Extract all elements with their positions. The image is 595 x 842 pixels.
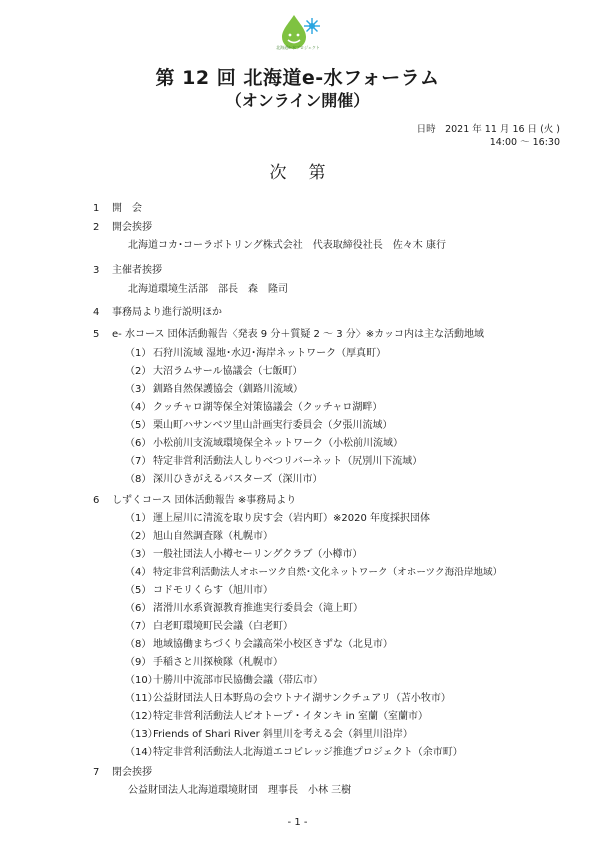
agenda-item-title: 主催者挨拶 — [112, 265, 162, 276]
sub-item-text: 十勝川中流部市民協働会議（帯広市） — [153, 675, 323, 686]
page-subtitle: （オンライン開催） — [225, 91, 370, 110]
sub-item-number: （12） — [125, 711, 158, 722]
sub-item-text: 一般社団法人小樽セーリングクラブ（小樽市） — [153, 549, 363, 560]
sub-item-number: （7） — [125, 621, 152, 632]
sub-item-text: 渚滑川水系資源教育推進実行委員会（滝上町） — [153, 603, 363, 614]
sub-item-text: 手稲さと川探検隊（札幌市） — [153, 657, 283, 668]
sub-item-number: （14） — [125, 747, 158, 758]
sub-item-text: 特定非営利活動法人北海道エコビレッジ推進プロジェクト（余市町） — [153, 747, 463, 758]
agenda-item-number: 5 — [93, 329, 100, 340]
agenda-item-title: 閉会挨拶 — [112, 767, 152, 778]
sub-item-text: 釧路自然保護協会（釧路川流域） — [153, 384, 303, 395]
agenda-item-number: 7 — [93, 767, 100, 778]
agenda-item-number: 4 — [93, 307, 100, 318]
sub-item-text: クッチャロ湖等保全対策協議会（クッチャロ湖畔） — [153, 402, 383, 413]
agenda-item-number: 2 — [93, 222, 100, 233]
sub-item-text: 石狩川流域 湿地･水辺･海岸ネットワーク（厚真町） — [153, 348, 387, 359]
sub-item-number: （6） — [125, 438, 152, 449]
sub-item-text: 特定非営利活動法人オホーツク自然･文化ネットワーク（オホーツク海沿岸地域） — [153, 567, 503, 578]
sub-item-number: （7） — [125, 456, 152, 467]
agenda-item-number: 3 — [93, 265, 100, 276]
sub-item-text: コドモリくらす（旭川市） — [153, 585, 273, 596]
sub-item-number: （11） — [125, 693, 158, 704]
agenda-item-number: 1 — [93, 203, 100, 214]
sub-item-number: （13） — [125, 729, 158, 740]
agenda-heading: 次第 — [269, 163, 348, 183]
sub-item-number: （9） — [125, 657, 152, 668]
sub-item-number: （6） — [125, 603, 152, 614]
agenda-item-title: 開会挨拶 — [112, 222, 152, 233]
sub-item-text: Friends of Shari River 斜里川を考える会（斜里川沿岸） — [153, 729, 413, 740]
event-date: 日時 2021 年 11 月 16 日 (火 ) — [416, 124, 560, 135]
sub-item-text: 特定非営利活動法人ビオトープ・イタンキ in 室蘭（室蘭市） — [153, 711, 428, 722]
speaker-line: 公益財団法人北海道環境財団 理事長 小林 三樹 — [128, 785, 352, 796]
page-number: - 1 - — [287, 817, 308, 828]
sub-item-number: （2） — [125, 366, 152, 377]
sub-item-number: （1） — [125, 513, 152, 524]
sub-item-number: （10） — [125, 675, 158, 686]
agenda-item-title: e- 水コース 団体活動報告〈発表 9 分＋質疑 2 ～ 3 分〉※カッコ内は主な活動地域 — [112, 329, 485, 340]
sub-item-text: 公益財団法人日本野鳥の会ウトナイ湖サンクチュアリ（苫小牧市） — [153, 693, 451, 704]
speaker-line: 北海道環境生活部 部長 森 隆司 — [128, 284, 288, 295]
agenda-item-number: 6 — [93, 495, 100, 506]
sub-item-number: （1） — [125, 348, 152, 359]
sub-item-text: 特定非営利活動法人しりべつリバーネット（尻別川下流域） — [153, 456, 423, 467]
sub-item-number: （4） — [125, 402, 152, 413]
sub-item-number: （3） — [125, 549, 152, 560]
sub-item-text: 深川ひきがえるバスターズ（深川市） — [153, 474, 323, 485]
sub-item-text: 地域協働まちづくり会議高栄小校区きずな（北見市） — [153, 639, 393, 650]
sub-item-text: 栗山町ハサンベツ里山計画実行委員会（夕張川流域） — [153, 420, 393, 431]
sub-item-text: 小松前川支流域環境保全ネットワーク（小松前川流域） — [153, 438, 403, 449]
logo-caption: 北海道e-水プロジェクト — [276, 45, 320, 50]
agenda-item-title: 開 会 — [112, 203, 142, 214]
sub-item-number: （4） — [125, 567, 152, 578]
sub-item-number: （2） — [125, 531, 152, 542]
sub-item-number: （8） — [125, 474, 152, 485]
speaker-line: 北海道コカ･コーラボトリング株式会社 代表取締役社長 佐々木 康行 — [128, 240, 446, 251]
page-title: 第 12 回 北海道e-水フォーラム — [155, 67, 440, 89]
sub-item-text: 旭山自然調査隊（札幌市） — [153, 531, 273, 542]
sub-item-text: 白老町環境町民会議（白老町） — [153, 621, 293, 632]
sub-item-number: （5） — [125, 585, 152, 596]
sub-item-number: （3） — [125, 384, 152, 395]
sub-item-number: （5） — [125, 420, 152, 431]
sub-item-text: 大沼ラムサール協議会（七飯町） — [153, 366, 303, 377]
agenda-item-title: しずくコース 団体活動報告 ※事務局より — [112, 495, 297, 506]
agenda-item-title: 事務局より進行説明ほか — [112, 307, 222, 318]
sub-item-number: （8） — [125, 639, 152, 650]
sub-item-text: 運上屋川に清流を取り戻す会（岩内町）※2020 年度採択団体 — [153, 513, 431, 524]
event-time: 14:00 ～ 16:30 — [489, 137, 560, 148]
